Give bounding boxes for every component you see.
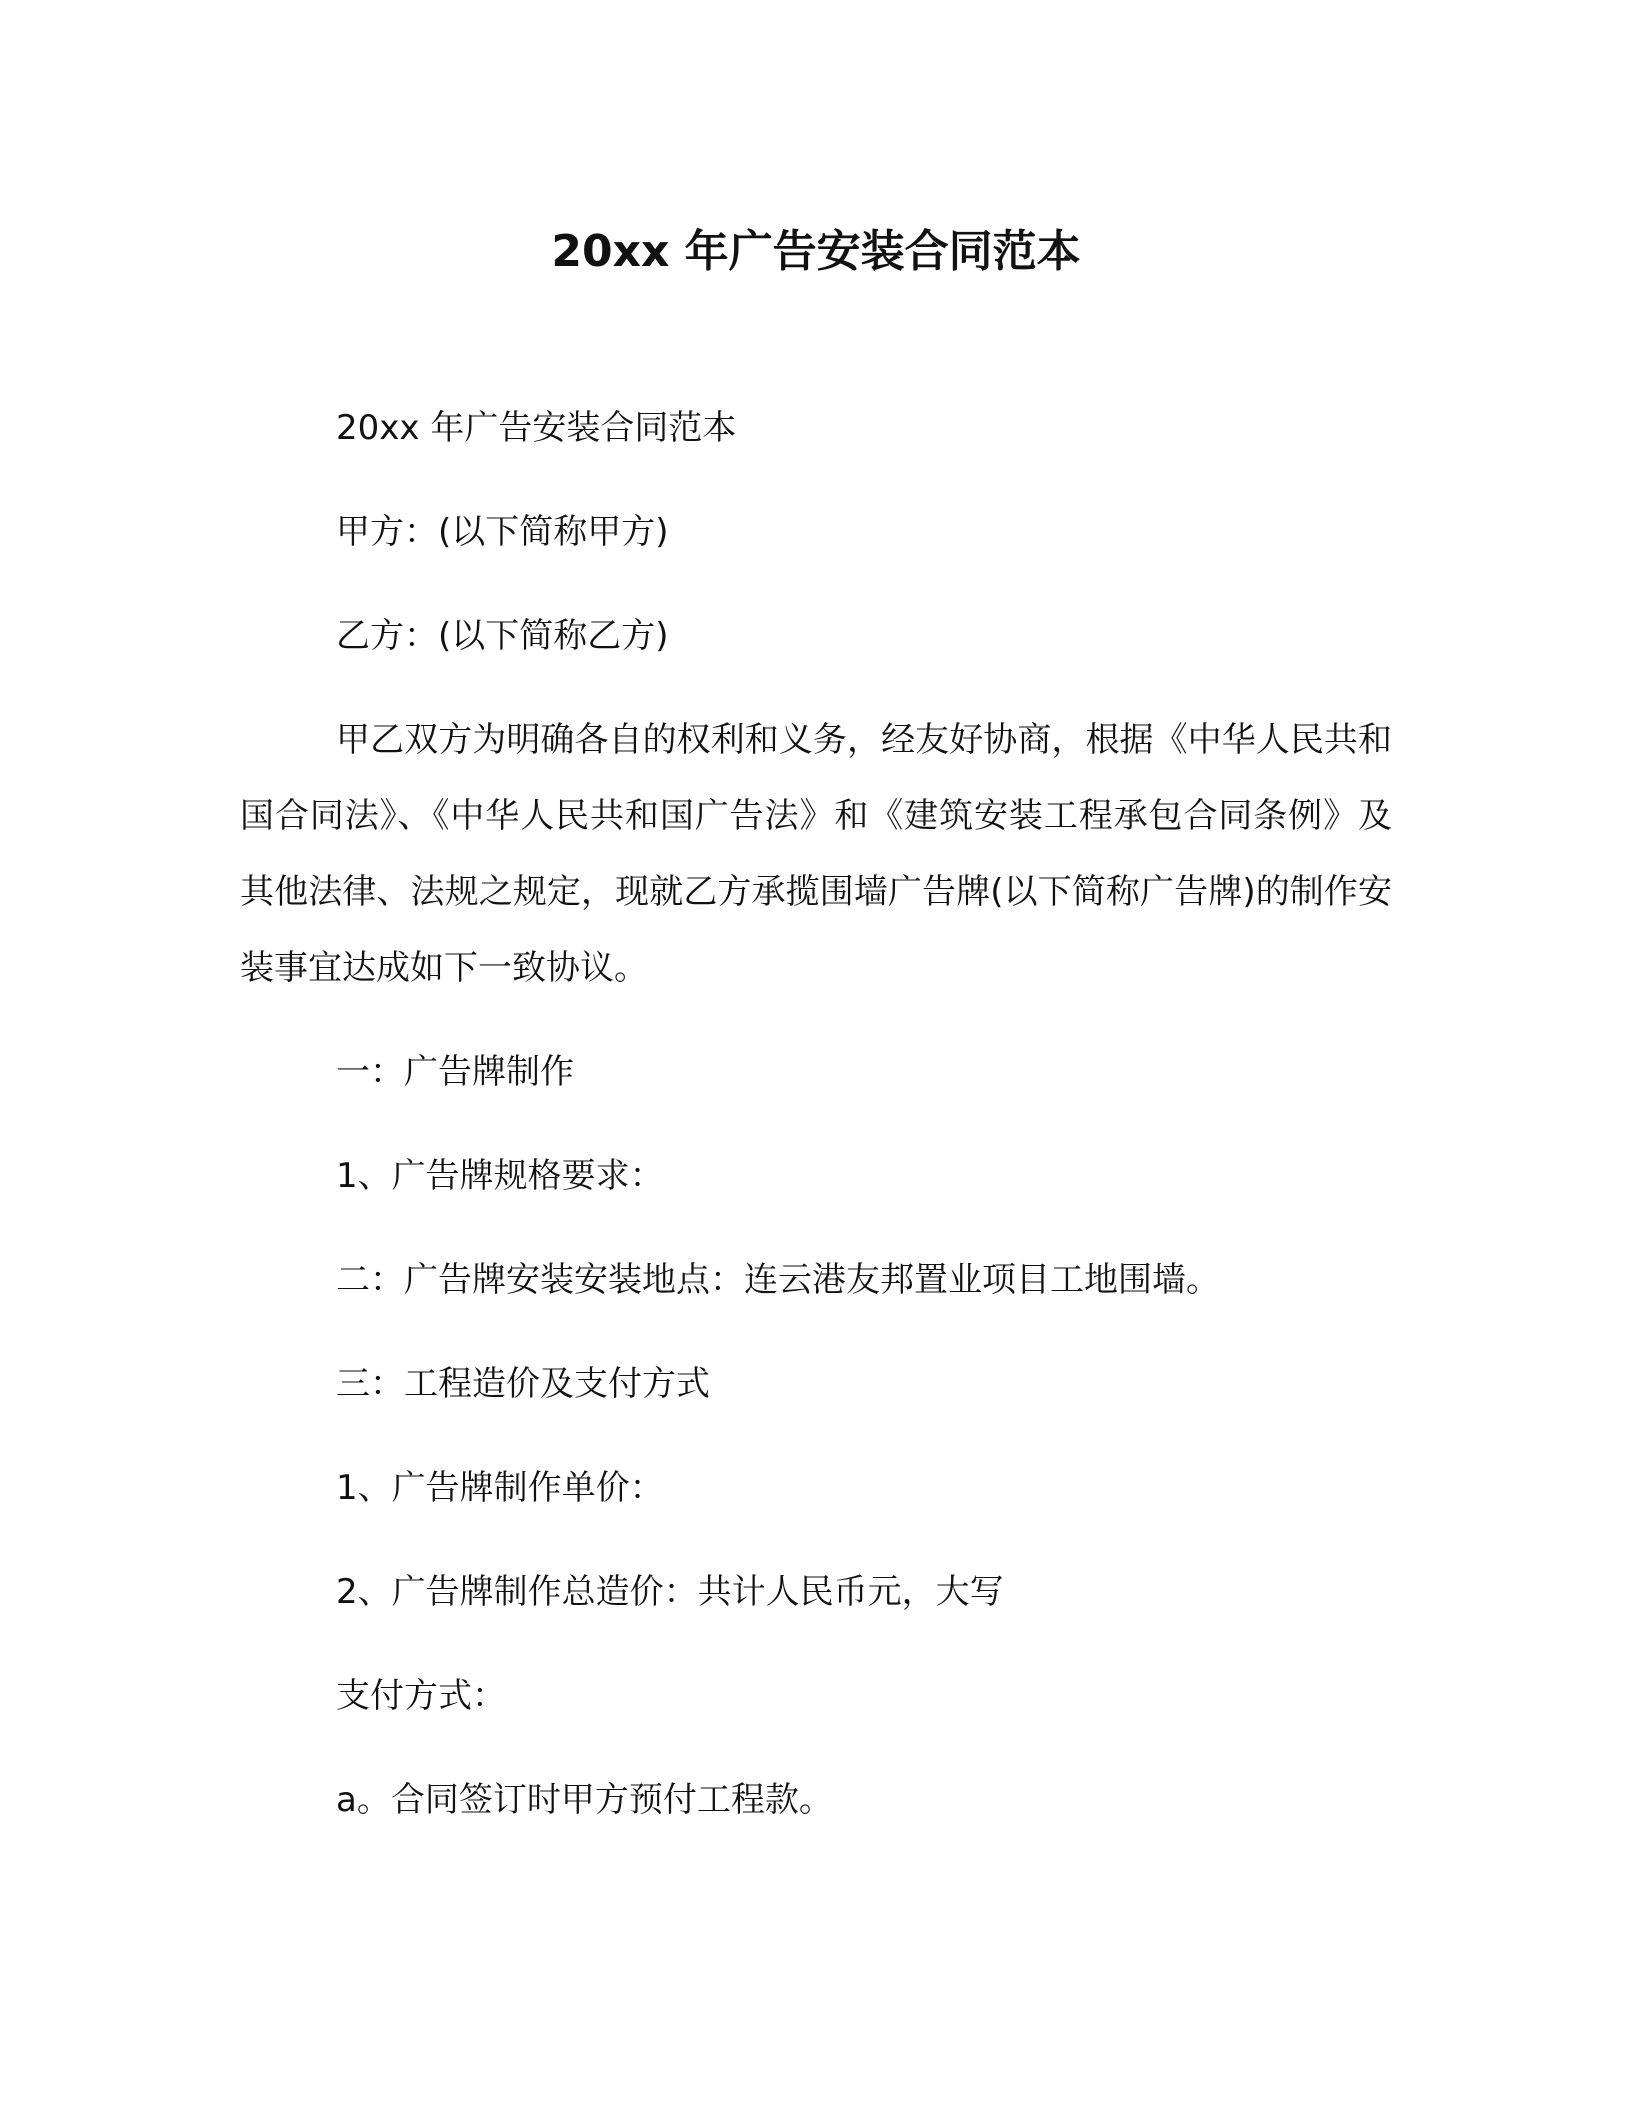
document-title: 20xx 年广告安装合同范本 <box>551 226 1081 277</box>
paragraph-preamble: 甲乙双方为明确各自的权利和义务，经友好协商，根据《中华人民共和国合同法》、《中华人民共和国广告法》和《建筑安装工程承包合同条例》及其他法律、法规之规定，现就乙方承揽围墙广告牌(以下简称广告牌)的制作安装事宜达成如下一致协议。 <box>240 720 1392 988</box>
section-one-heading: 一：广告牌制作 <box>336 1052 574 1092</box>
clause-spec-requirements: 1、广告牌规格要求： <box>336 1156 664 1196</box>
clause-unit-price: 1、广告牌制作单价： <box>336 1468 664 1508</box>
document-body <box>240 390 1392 1866</box>
section-two-heading: 二：广告牌安装安装地点：连云港友邦置业项目工地围墙。 <box>336 1260 1220 1300</box>
clause-payment-a: a。合同签订时甲方预付工程款。 <box>336 1780 833 1820</box>
section-three-heading: 三：工程造价及支付方式 <box>336 1364 710 1404</box>
clause-total-price: 2、广告牌制作总造价：共计人民币元，大写 <box>336 1572 1004 1612</box>
paragraph-party-a: 甲方：(以下简称甲方) <box>336 512 669 552</box>
paragraph-heading: 20xx 年广告安装合同范本 <box>336 408 737 448</box>
paragraph-party-b: 乙方：(以下简称乙方) <box>336 616 669 656</box>
payment-method-heading: 支付方式： <box>336 1676 506 1716</box>
